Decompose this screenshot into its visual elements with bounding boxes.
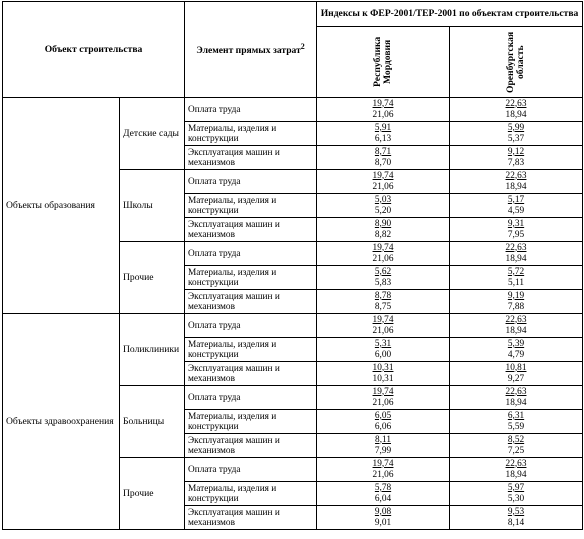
cost-element-label: Эксплуатация машин и механизмов [188,507,280,528]
index-value-bottom: 9,27 [507,373,525,384]
index-value-top: 5,91 [374,122,392,133]
index-value-bottom: 21,06 [372,325,394,336]
region2-value-cell [450,506,583,530]
index-value-top: 22,63 [505,98,527,109]
index-value-top: 8,78 [374,290,392,301]
index-value-top: 22,63 [505,458,527,469]
region1-value-cell [317,482,450,506]
region1-value-cell [317,362,450,386]
index-value-pair [453,171,579,193]
region1-value-cell [317,266,450,290]
index-value-top: 19,74 [372,170,394,181]
cost-element-label: Материалы, изделия и конструкции [188,339,277,360]
cost-element-cell [185,410,317,434]
cost-element-label: Оплата труда [188,320,241,331]
index-value-pair [453,123,579,145]
cost-element-cell [185,122,317,146]
region2-header [450,27,583,98]
object-type-name: Прочие [123,487,154,499]
index-value-top: 9,12 [507,146,525,157]
region2-value-cell [450,338,583,362]
region2-header-text: Оренбургская область [505,31,527,93]
index-value-pair [320,195,446,217]
index-value-bottom: 8,75 [374,301,392,312]
cost-element-cell [185,194,317,218]
index-value-pair [453,291,579,313]
region1-value-cell [317,146,450,170]
region1-header-text: Республика Мордовия [372,36,394,88]
index-value-pair [320,147,446,169]
index-value-bottom: 4,59 [507,205,525,216]
index-value-top: 5,62 [374,266,392,277]
object-column-header-text: Объект строительства [44,43,143,55]
object-group-cell [3,314,120,530]
index-value-top: 22,63 [505,314,527,325]
index-value-pair [453,363,579,385]
cost-element-label: Оплата труда [188,176,241,187]
cost-element-label: Материалы, изделия и конструкции [188,483,277,504]
table-row [3,314,583,338]
index-value-pair [453,195,579,217]
index-value-top: 19,74 [372,458,394,469]
region2-value-cell [450,362,583,386]
index-value-top: 10,31 [372,362,394,373]
object-type-cell [120,170,185,242]
index-value-pair [320,243,446,265]
index-value-bottom: 5,59 [507,421,525,432]
index-value-top: 5,97 [507,482,525,493]
index-value-pair [320,411,446,433]
region2-value-cell [450,314,583,338]
cost-element-label: Эксплуатация машин и механизмов [188,291,280,312]
index-value-pair [453,99,579,121]
element-column-header-text: Элемент прямых затрат [196,45,301,57]
index-value-top: 9,53 [507,506,525,517]
cost-element-label: Оплата труда [188,248,241,259]
index-value-top: 6,31 [507,410,525,421]
index-value-bottom: 6,13 [374,133,392,144]
object-type-cell [120,242,185,314]
index-value-bottom: 5,11 [508,277,524,288]
index-value-top: 5,31 [374,338,392,349]
region1-value-cell [317,458,450,482]
region1-value-cell [317,290,450,314]
region1-value-cell [317,386,450,410]
region2-value-cell [450,170,583,194]
table-body [3,98,583,530]
region1-value-cell [317,194,450,218]
indices-group-header [317,2,583,27]
index-value-pair [320,339,446,361]
index-value-pair [453,339,579,361]
index-value-top: 19,74 [372,314,394,325]
index-value-bottom: 7,95 [507,229,525,240]
region1-value-cell [317,434,450,458]
region2-value-cell [450,146,583,170]
cost-element-label: Эксплуатация машин и механизмов [188,363,280,384]
index-value-bottom: 8,14 [507,517,525,528]
cost-element-cell [185,314,317,338]
region1-value-cell [317,314,450,338]
cost-element-cell [185,362,317,386]
object-type-name: Школы [123,199,153,211]
index-value-bottom: 21,06 [372,109,394,120]
cost-element-cell [185,290,317,314]
cost-element-cell [185,458,317,482]
index-value-top: 19,74 [372,242,394,253]
index-value-pair [320,291,446,313]
region2-value-cell [450,458,583,482]
index-value-bottom: 21,06 [372,253,394,264]
index-value-top: 19,74 [372,386,394,397]
cost-element-label: Эксплуатация машин и механизмов [188,219,280,240]
index-value-bottom: 8,70 [374,157,392,168]
region1-value-cell [317,122,450,146]
index-value-pair [320,435,446,457]
region2-value-cell [450,122,583,146]
index-value-pair [320,507,446,529]
index-value-pair [320,363,446,385]
index-value-pair [453,507,579,529]
index-value-bottom: 6,04 [374,493,392,504]
cost-element-cell [185,506,317,530]
index-value-pair [320,171,446,193]
index-value-pair [320,483,446,505]
index-value-pair [320,315,446,337]
index-value-pair [453,243,579,265]
index-value-top: 5,39 [507,338,525,349]
region2-value-cell [450,482,583,506]
index-value-bottom: 5,83 [374,277,392,288]
cost-element-cell [185,218,317,242]
index-value-bottom: 18,94 [505,325,527,336]
cost-element-label: Материалы, изделия и конструкции [188,195,277,216]
index-value-top: 22,63 [505,386,527,397]
region1-value-cell [317,506,450,530]
index-value-bottom: 9,01 [374,517,392,528]
index-value-top: 22,63 [505,170,527,181]
region1-value-cell [317,242,450,266]
region1-value-cell [317,170,450,194]
region2-value-cell [450,194,583,218]
index-value-bottom: 6,00 [374,349,392,360]
index-value-pair [453,315,579,337]
cost-element-label: Оплата труда [188,464,241,475]
cost-element-cell [185,170,317,194]
region1-value-cell [317,338,450,362]
index-value-top: 8,11 [375,434,391,445]
object-type-cell [120,98,185,170]
cost-element-label: Оплата труда [188,392,241,403]
index-value-top: 9,31 [507,218,525,229]
object-type-name: Прочие [123,271,154,283]
cost-element-cell [185,146,317,170]
index-value-top: 9,08 [374,506,392,517]
region2-value-cell [450,242,583,266]
index-value-pair [453,267,579,289]
index-value-bottom: 7,88 [507,301,525,312]
cost-element-label: Материалы, изделия и конструкции [188,267,277,288]
index-value-pair [453,387,579,409]
index-value-top: 9,19 [507,290,525,301]
cost-element-cell [185,338,317,362]
index-value-pair [320,387,446,409]
region2-value-cell [450,98,583,122]
index-value-bottom: 21,06 [372,397,394,408]
index-value-pair [453,219,579,241]
cost-element-label: Эксплуатация машин и механизмов [188,435,280,456]
index-value-bottom: 8,82 [374,229,392,240]
footnote-marker: 2 [300,42,305,52]
index-value-pair [320,459,446,481]
cost-element-label: Материалы, изделия и конструкции [188,123,277,144]
index-value-pair [453,411,579,433]
index-value-pair [320,99,446,121]
index-value-bottom: 4,79 [507,349,525,360]
index-value-bottom: 18,94 [505,181,527,192]
table-row [3,98,583,122]
index-value-bottom: 18,94 [505,109,527,120]
object-type-cell [120,386,185,458]
region2-value-cell [450,434,583,458]
index-value-top: 5,17 [507,194,525,205]
index-value-top: 8,71 [374,146,392,157]
index-value-bottom: 5,37 [507,133,525,144]
cost-element-label: Материалы, изделия и конструкции [188,411,277,432]
index-value-top: 22,63 [505,242,527,253]
index-value-top: 6,05 [374,410,392,421]
object-type-name: Больницы [123,415,165,427]
region2-value-cell [450,290,583,314]
region1-value-cell [317,98,450,122]
index-value-bottom: 18,94 [505,397,527,408]
cost-element-cell [185,434,317,458]
object-group-name: Объекты образования [6,199,95,211]
object-type-name: Поликлиники [123,343,180,355]
index-value-pair [453,435,579,457]
index-value-bottom: 18,94 [505,469,527,480]
element-column-header [185,2,317,98]
cost-element-label: Оплата труда [188,104,241,115]
cost-element-label: Эксплуатация машин и механизмов [188,147,280,168]
index-value-top: 8,52 [507,434,525,445]
cost-element-cell [185,98,317,122]
region2-value-cell [450,386,583,410]
object-type-cell [120,314,185,386]
region1-value-cell [317,218,450,242]
index-value-pair [453,483,579,505]
index-value-bottom: 5,20 [374,205,392,216]
index-value-pair [453,459,579,481]
cost-element-cell [185,242,317,266]
index-value-top: 5,72 [507,266,525,277]
region2-value-cell [450,266,583,290]
region2-value-cell [450,218,583,242]
index-value-top: 5,78 [374,482,392,493]
table-header [3,2,583,98]
object-type-cell [120,458,185,530]
index-value-bottom: 6,06 [374,421,392,432]
indices-group-header-text: Индексы к ФЕР-2001/ТЕР-2001 по объектам строительства [320,8,579,19]
index-value-bottom: 7,83 [507,157,525,168]
index-value-pair [320,267,446,289]
cost-element-cell [185,386,317,410]
index-value-top: 10,81 [505,362,527,373]
region1-header [317,27,450,98]
object-type-name: Детские сады [123,127,179,139]
index-value-bottom: 7,99 [374,445,392,456]
region2-value-cell [450,410,583,434]
index-value-bottom: 10,31 [372,373,394,384]
index-value-bottom: 7,25 [507,445,525,456]
index-value-top: 5,99 [507,122,525,133]
index-table [2,1,583,530]
index-value-top: 19,74 [372,98,394,109]
object-group-cell [3,98,120,314]
cost-element-cell [185,482,317,506]
index-value-bottom: 5,30 [507,493,525,504]
index-value-top: 8,90 [374,218,392,229]
index-value-bottom: 21,06 [372,181,394,192]
index-value-pair [453,147,579,169]
index-value-pair [320,219,446,241]
cost-element-cell [185,266,317,290]
object-column-header [3,2,185,98]
index-value-bottom: 18,94 [505,253,527,264]
object-group-name: Объекты здравоохранения [6,415,114,427]
region1-value-cell [317,410,450,434]
index-value-bottom: 21,06 [372,469,394,480]
index-value-top: 5,03 [374,194,392,205]
index-value-pair [320,123,446,145]
